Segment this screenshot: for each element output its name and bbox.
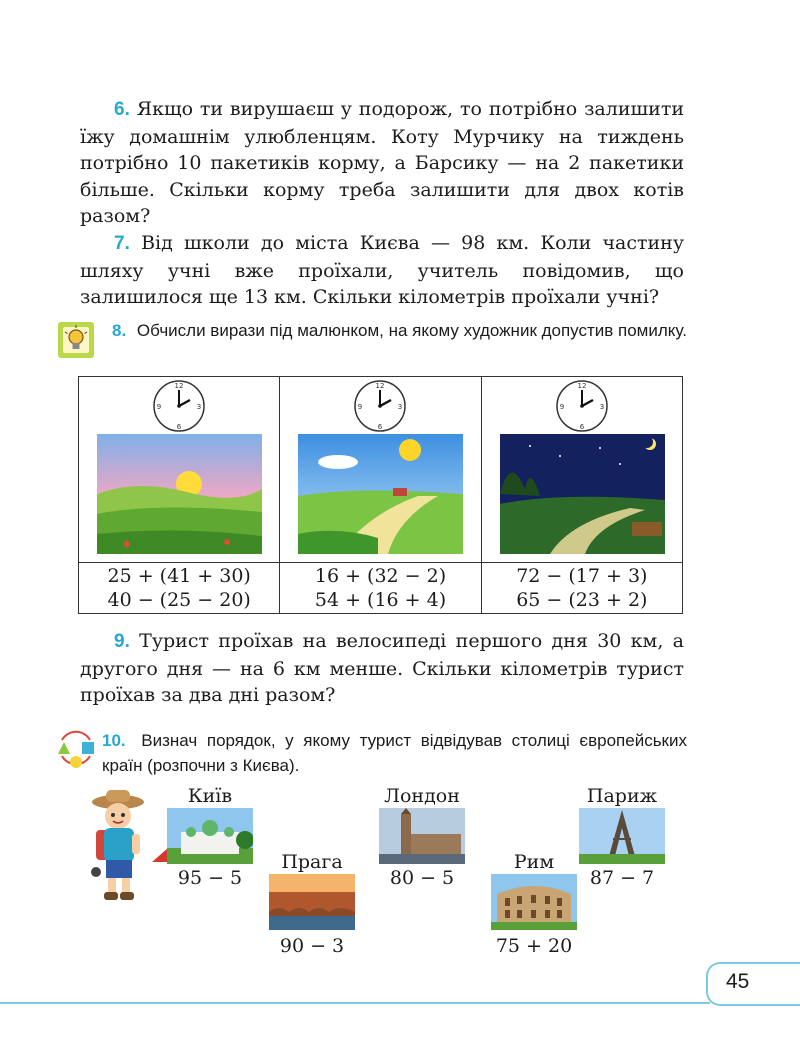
task-number: 7. [114, 233, 130, 254]
city-name: Париж [586, 785, 658, 807]
task-10 [102, 728, 687, 778]
picture-table [78, 376, 683, 614]
task-number: 10. [102, 731, 126, 750]
expression: 65 − (23 + 2) [516, 589, 648, 611]
city-expression: 80 − 5 [389, 867, 455, 889]
city-expression: 75 + 20 [495, 935, 573, 957]
night-scene-image [500, 434, 665, 554]
svg-text:3: 3 [398, 403, 403, 411]
task-8 [112, 318, 692, 343]
svg-text:6: 6 [378, 423, 383, 431]
picture-cell-night [481, 377, 682, 563]
task-number: 6. [114, 99, 130, 120]
london-big-ben-photo [379, 808, 465, 864]
page-number-tab [706, 962, 800, 1006]
task-text: Турист проїхав на велосипеді першого дня 30 км, а другого дня — на 6 км менше. Скільки кілометрів турист проїхав за два дні разом? [80, 630, 684, 706]
expression: 72 − (17 + 3) [516, 565, 648, 587]
cycle-shapes-icon [52, 724, 100, 772]
svg-text:9: 9 [156, 403, 162, 411]
expression: 16 + (32 − 2) [314, 565, 447, 587]
task-number: 9. [114, 631, 130, 652]
city-name: Рим [513, 851, 555, 873]
clock-icon [353, 379, 407, 433]
morning-scene-image [97, 434, 262, 554]
task-6 [80, 96, 684, 230]
task-9 [80, 628, 684, 709]
page-number: 45 [726, 970, 750, 993]
day-scene-image [298, 434, 463, 554]
task-text: Від школи до міста Києва — 98 км. Коли частину шляху учні вже проїхали, учитель повідомив, що залишилося ще 13 км. Скільки кілометрів проїхали учні? [80, 232, 685, 308]
picture-cell-day [280, 377, 481, 563]
task-number: 8. [112, 321, 127, 340]
expression: 25 + (41 + 30) [107, 565, 251, 587]
expression: 40 − (25 − 20) [107, 589, 251, 611]
task-text: Обчисли вирази під малюнком, на якому художник допустив помилку. [136, 321, 687, 340]
city-name: Київ [187, 785, 233, 807]
city-rome [490, 850, 578, 958]
svg-text:12: 12 [577, 382, 587, 390]
picture-cell-morning [79, 377, 280, 563]
kyiv-cathedral-photo [167, 808, 253, 864]
city-expression: 87 − 7 [589, 867, 655, 889]
lightbulb-icon [56, 320, 96, 360]
city-paris [578, 784, 666, 890]
expressions-cell-1 [79, 563, 280, 614]
expression: 54 + (16 + 4) [314, 589, 447, 611]
expressions-cell-2 [280, 563, 481, 614]
svg-text:12: 12 [174, 382, 184, 390]
city-london [378, 784, 466, 890]
clock-icon [152, 379, 206, 433]
task-text: Якщо ти вирушаєш у подорож, то потрібно залишити їжу домашнім улюбленцям. Коту Мурчику на тиждень потрібно 10 пакетиків корму, а Барсику — на 2 пакетики більше. Скільки корму треба залишити для двох котів разом? [80, 98, 684, 227]
city-expression: 90 − 3 [279, 935, 345, 957]
rome-colosseum-photo [491, 874, 577, 930]
paris-eiffel-tower-photo [579, 808, 665, 864]
footer-line [0, 1002, 710, 1004]
city-name: Лондон [384, 785, 460, 807]
prague-bridge-photo [269, 874, 355, 930]
city-expression: 95 − 5 [177, 867, 243, 889]
clock-icon [555, 379, 609, 433]
task-text: Визнач порядок, у якому турист відвідував столиці європейських країн (розпочни з Києва). [102, 731, 687, 775]
svg-text:9: 9 [358, 403, 363, 411]
city-kyiv [166, 784, 254, 890]
svg-text:6: 6 [579, 423, 585, 431]
svg-text:6: 6 [176, 423, 182, 431]
svg-text:9: 9 [559, 403, 565, 411]
svg-text:3: 3 [196, 403, 202, 411]
city-praha [268, 850, 356, 958]
expressions-cell-3 [481, 563, 682, 614]
city-name: Прага [281, 851, 343, 873]
svg-text:3: 3 [599, 403, 605, 411]
task-7 [80, 230, 684, 311]
svg-text:12: 12 [376, 382, 385, 390]
